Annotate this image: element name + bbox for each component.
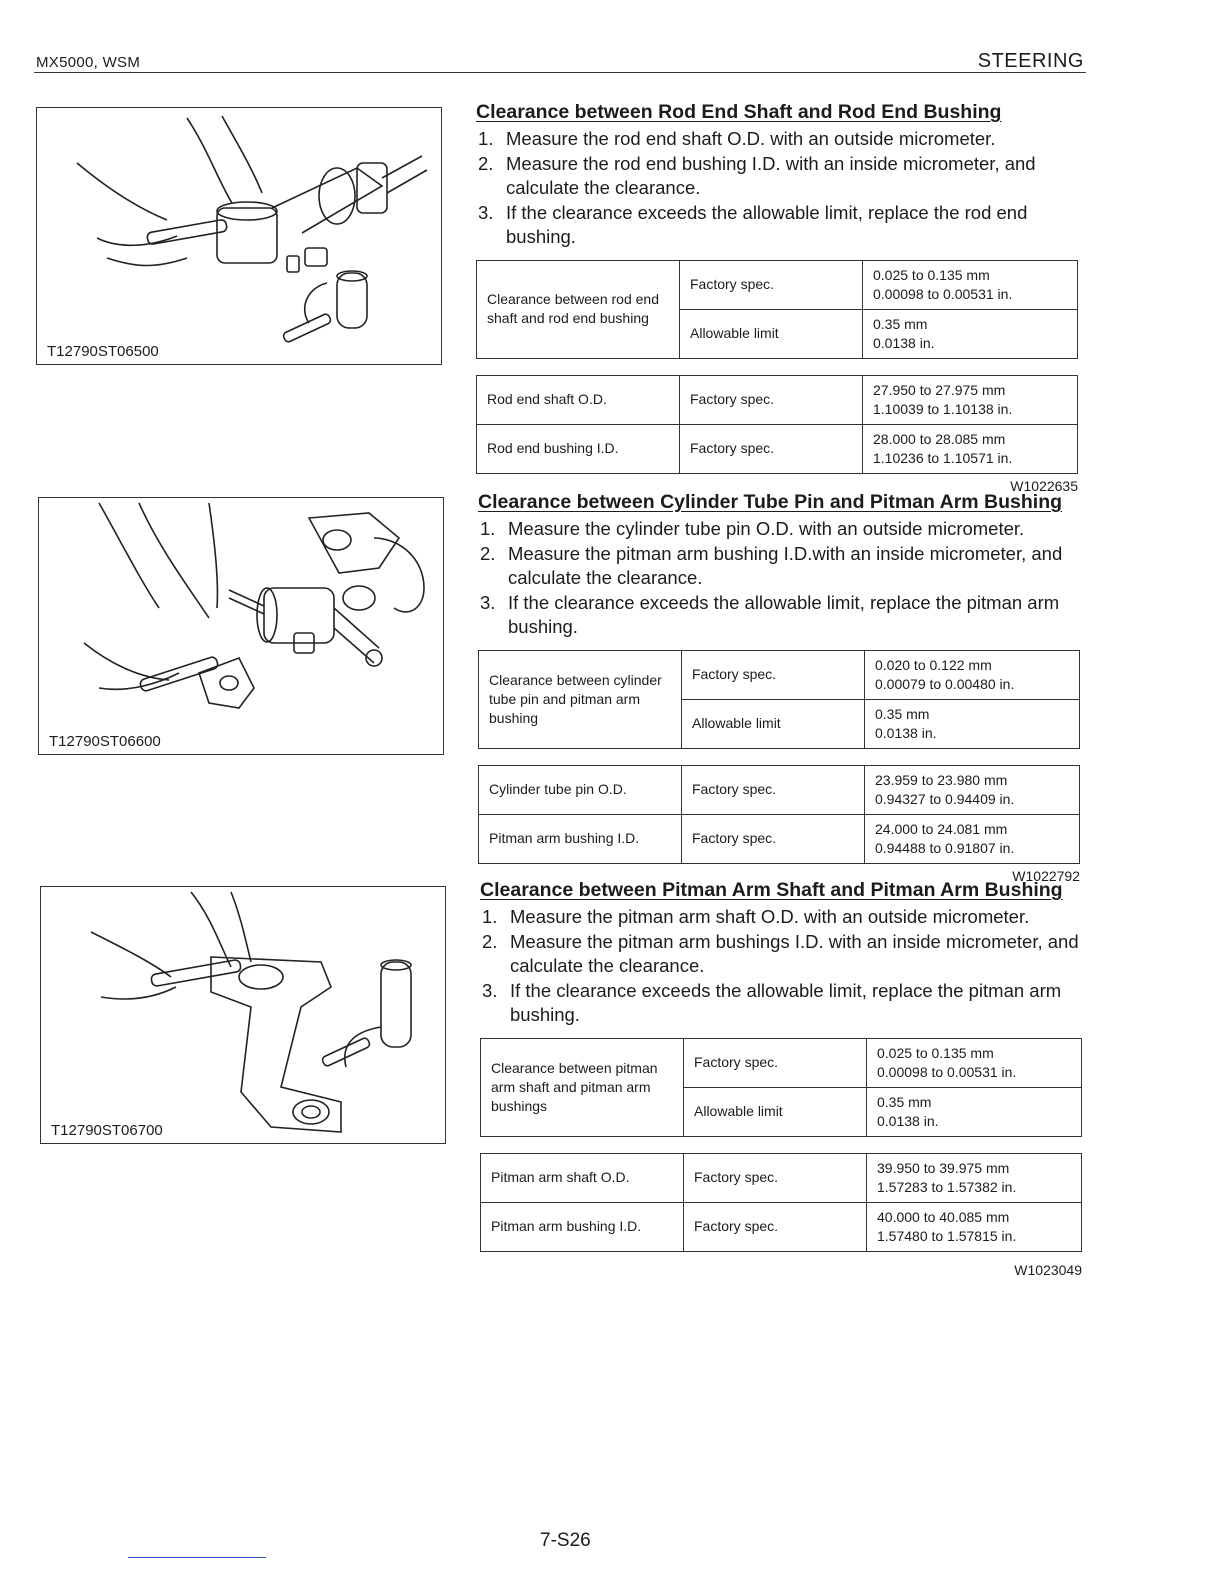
value-mm: 39.950 to 39.975 mm xyxy=(877,1159,1010,1176)
step-text: If the clearance exceeds the allowable limit, replace the rod end bushing. xyxy=(506,201,1028,247)
value-in: 0.00098 to 0.00531 in. xyxy=(873,285,1013,302)
value-in: 0.0138 in. xyxy=(873,334,935,351)
step-number: 2. xyxy=(482,930,498,952)
spec-type: Allowable limit xyxy=(682,699,865,748)
value-mm: 23.959 to 23.980 mm xyxy=(875,771,1008,788)
value-in: 0.00079 to 0.00480 in. xyxy=(875,675,1015,692)
spec-value-cell xyxy=(865,650,1080,699)
procedure-step xyxy=(480,905,1090,930)
table-row xyxy=(479,765,1080,814)
spec-type: Factory spec. xyxy=(682,765,865,814)
spec-value-cell xyxy=(867,1087,1082,1136)
clearance-label: Clearance between cylinder tube pin and pitman arm bushing xyxy=(479,650,682,748)
spec-value-cell xyxy=(863,309,1078,358)
footer-divider xyxy=(128,1557,266,1558)
procedure-step xyxy=(476,152,1086,201)
section-title: Clearance between Pitman Arm Shaft and Pitman Arm Bushing xyxy=(480,879,1063,901)
procedure-step xyxy=(476,127,1086,152)
spec-type: Factory spec. xyxy=(684,1038,867,1087)
header-manual-id: MX5000, WSM xyxy=(36,54,141,71)
spec-type: Factory spec. xyxy=(680,260,863,309)
value-in: 0.94488 to 0.91807 in. xyxy=(875,839,1015,856)
section-title: Clearance between Cylinder Tube Pin and Pitman Arm Bushing xyxy=(478,491,1063,513)
value-in: 0.0138 in. xyxy=(875,724,937,741)
header-rule xyxy=(34,72,1086,73)
spec-type: Factory spec. xyxy=(682,650,865,699)
dimension-name: Pitman arm shaft O.D. xyxy=(481,1153,684,1202)
figure-label: T12790ST06700 xyxy=(51,1122,163,1139)
reference-code: W1023049 xyxy=(1014,1261,1082,1278)
dimension-name: Cylinder tube pin O.D. xyxy=(479,765,682,814)
procedure-step xyxy=(480,979,1090,1028)
clearance-spec-table xyxy=(478,650,1080,749)
spec-type: Factory spec. xyxy=(682,814,865,863)
dimension-spec-table xyxy=(478,765,1080,864)
figure-cylinder-tube-pin xyxy=(38,497,444,755)
step-text: Measure the pitman arm bushing I.D.with an inside micrometer, and calculate the clearance. xyxy=(508,542,1063,588)
value-mm: 24.000 to 24.081 mm xyxy=(875,820,1008,837)
step-number: 2. xyxy=(480,542,496,564)
spec-value-cell xyxy=(865,699,1080,748)
step-text: Measure the rod end bushing I.D. with an inside micrometer, and calculate the clearance. xyxy=(506,152,1036,198)
spec-value-cell xyxy=(863,375,1078,424)
procedure-step xyxy=(480,930,1090,979)
value-mm: 27.950 to 27.975 mm xyxy=(873,381,1006,398)
spec-value-cell xyxy=(863,424,1078,473)
value-in: 1.10236 to 1.10571 in. xyxy=(873,449,1013,466)
spec-type: Factory spec. xyxy=(680,375,863,424)
value-mm: 0.025 to 0.135 mm xyxy=(873,266,990,283)
spec-type: Factory spec. xyxy=(680,424,863,473)
step-text: Measure the pitman arm bushings I.D. with an inside micrometer, and calculate the clearance. xyxy=(510,930,1079,976)
step-text: Measure the rod end shaft O.D. with an outside micrometer. xyxy=(506,128,996,149)
clearance-label: Clearance between pitman arm shaft and pitman arm bushings xyxy=(481,1038,684,1136)
procedure-step xyxy=(478,517,1088,542)
section-pitman-arm-shaft-clearance xyxy=(480,879,1090,1278)
spec-value-cell xyxy=(865,765,1080,814)
procedure-steps xyxy=(476,127,1086,250)
step-text: If the clearance exceeds the allowable limit, replace the pitman arm bushing. xyxy=(510,979,1062,1025)
clearance-spec-table xyxy=(480,1038,1082,1137)
step-text: Measure the pitman arm shaft O.D. with an outside micrometer. xyxy=(510,906,1030,927)
step-number: 1. xyxy=(482,906,498,927)
step-number: 3. xyxy=(480,591,496,613)
page-number: 7-S26 xyxy=(540,1530,591,1551)
table-row xyxy=(481,1153,1082,1202)
section-rod-end-clearance xyxy=(476,101,1086,494)
procedure-steps xyxy=(478,517,1088,640)
dimension-name: Rod end bushing I.D. xyxy=(477,424,680,473)
value-mm: 28.000 to 28.085 mm xyxy=(873,430,1006,447)
procedure-step xyxy=(478,542,1088,591)
dimension-spec-table xyxy=(476,375,1078,474)
step-number: 3. xyxy=(478,201,494,223)
figure-pitman-arm xyxy=(40,886,446,1144)
reference-code: W1022635 xyxy=(1010,477,1078,494)
dimension-spec-table xyxy=(480,1153,1082,1252)
spec-value-cell xyxy=(865,814,1080,863)
spec-value-cell xyxy=(867,1202,1082,1251)
table-row xyxy=(481,1202,1082,1251)
spec-type: Allowable limit xyxy=(684,1087,867,1136)
step-number: 1. xyxy=(478,128,494,149)
figure-label: T12790ST06500 xyxy=(47,343,159,360)
spec-value-cell xyxy=(867,1038,1082,1087)
value-mm: 0.025 to 0.135 mm xyxy=(877,1044,994,1061)
value-in: 1.10039 to 1.10138 in. xyxy=(873,400,1013,417)
header-chapter-title: STEERING xyxy=(977,50,1084,72)
value-in: 0.0138 in. xyxy=(877,1112,939,1129)
dimension-name: Pitman arm bushing I.D. xyxy=(479,814,682,863)
table-row xyxy=(477,260,1078,309)
step-number: 3. xyxy=(482,979,498,1001)
step-text: Measure the cylinder tube pin O.D. with an outside micrometer. xyxy=(508,518,1025,539)
spec-type: Allowable limit xyxy=(680,309,863,358)
figure-rod-end xyxy=(36,107,442,365)
value-in: 1.57480 to 1.57815 in. xyxy=(877,1227,1017,1244)
value-mm: 0.35 mm xyxy=(873,315,928,332)
table-row xyxy=(477,424,1078,473)
spec-type: Factory spec. xyxy=(684,1202,867,1251)
figure-label: T12790ST06600 xyxy=(49,733,161,750)
value-mm: 40.000 to 40.085 mm xyxy=(877,1208,1010,1225)
value-mm: 0.35 mm xyxy=(877,1093,932,1110)
micrometer-cylinder-tube-pin-icon xyxy=(39,498,443,754)
dimension-name: Rod end shaft O.D. xyxy=(477,375,680,424)
spec-value-cell xyxy=(863,260,1078,309)
dimension-name: Pitman arm bushing I.D. xyxy=(481,1202,684,1251)
value-mm: 0.35 mm xyxy=(875,705,930,722)
clearance-label: Clearance between rod end shaft and rod end bushing xyxy=(477,260,680,358)
micrometer-rod-end-icon xyxy=(37,108,441,364)
value-in: 0.94327 to 0.94409 in. xyxy=(875,790,1015,807)
section-title: Clearance between Rod End Shaft and Rod End Bushing xyxy=(476,101,1002,123)
reference-code: W1022792 xyxy=(1012,867,1080,884)
table-row xyxy=(479,650,1080,699)
procedure-step xyxy=(478,591,1088,640)
step-number: 1. xyxy=(480,518,496,539)
procedure-steps xyxy=(480,905,1090,1028)
spec-value-cell xyxy=(867,1153,1082,1202)
spec-type: Factory spec. xyxy=(684,1153,867,1202)
micrometer-pitman-arm-icon xyxy=(41,887,445,1143)
procedure-step xyxy=(476,201,1086,250)
table-row xyxy=(481,1038,1082,1087)
section-cylinder-tube-pin-clearance xyxy=(478,491,1088,884)
step-text: If the clearance exceeds the allowable limit, replace the pitman arm bushing. xyxy=(508,591,1060,637)
step-number: 2. xyxy=(478,152,494,174)
table-row xyxy=(479,814,1080,863)
value-mm: 0.020 to 0.122 mm xyxy=(875,656,992,673)
value-in: 0.00098 to 0.00531 in. xyxy=(877,1063,1017,1080)
value-in: 1.57283 to 1.57382 in. xyxy=(877,1178,1017,1195)
table-row xyxy=(477,375,1078,424)
clearance-spec-table xyxy=(476,260,1078,359)
